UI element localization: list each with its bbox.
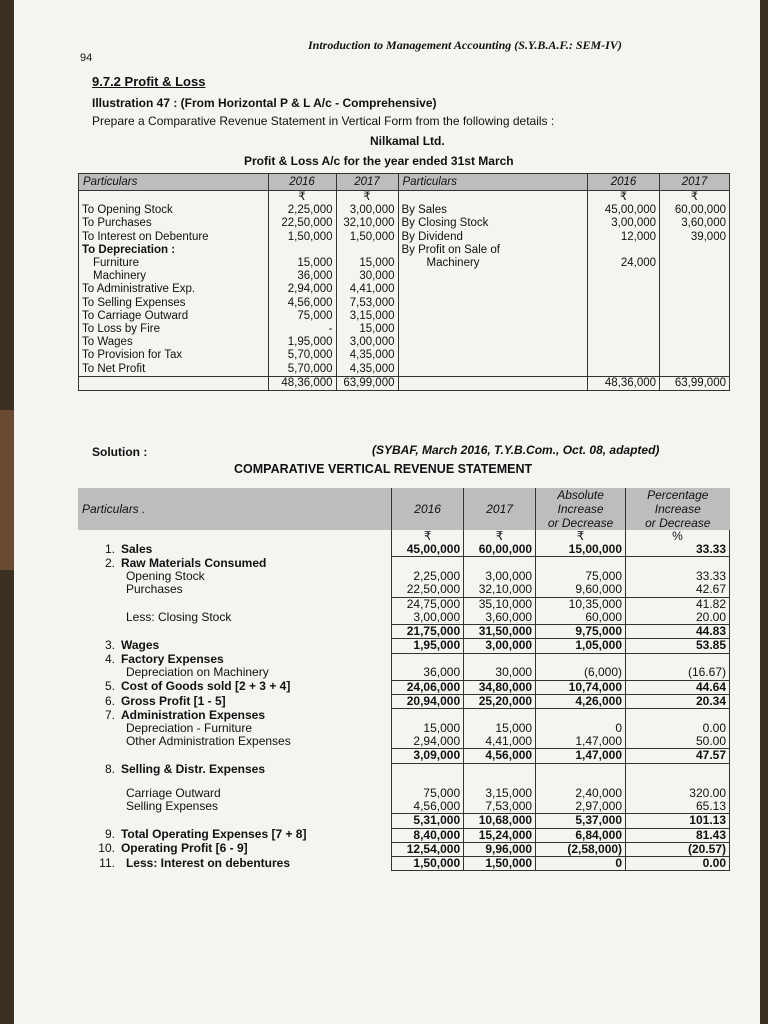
- row-label: Factory Expenses: [120, 652, 224, 667]
- value-2016: 24,06,000: [392, 680, 464, 694]
- statement-row: [78, 842, 730, 856]
- pl-row: [79, 336, 730, 349]
- pl-credit-2017: [660, 283, 730, 296]
- pl-debit-label: To Purchases: [82, 217, 152, 230]
- value-2016: 3,09,000: [392, 749, 464, 763]
- pl-debit-2016: 2,94,000: [268, 283, 336, 296]
- value-2017: 34,80,000: [464, 680, 536, 694]
- pl-credit-2017: [660, 297, 730, 310]
- row-number: 6.: [104, 693, 115, 708]
- statement-row: [78, 749, 730, 763]
- pl-header-2017: 2017: [336, 174, 398, 191]
- pl-debit-label: To Selling Expenses: [82, 296, 186, 309]
- absolute-change: [536, 709, 626, 722]
- value-2016: 12,54,000: [392, 842, 464, 856]
- pl-credit-2016: [588, 297, 660, 310]
- pl-total-credit-2017: 63,99,000: [660, 376, 730, 390]
- pl-credit-2016: [588, 323, 660, 336]
- row-number: 2.: [104, 555, 115, 570]
- pl-row: [79, 323, 730, 336]
- row-label: [118, 625, 392, 639]
- percentage-change: [626, 709, 730, 722]
- pl-credit-label: [398, 297, 588, 310]
- pl-credit-2017: 39,000: [660, 231, 730, 244]
- pl-row: [79, 363, 730, 377]
- value-2017: 15,000: [464, 722, 536, 735]
- absolute-change: 15,00,000: [536, 543, 626, 557]
- row-label: Administration Expenses: [120, 707, 266, 722]
- value-2016: 1,50,000: [392, 857, 464, 871]
- pl-debit-2016: 1,50,000: [268, 231, 336, 244]
- pl-credit-2016: 45,00,000: [588, 204, 660, 217]
- value-2016: 15,000: [392, 722, 464, 735]
- value-2016: 45,00,000: [392, 543, 464, 557]
- pl-debit-2017: [336, 244, 398, 257]
- pl-debit-2016: [268, 244, 336, 257]
- pl-credit-label: By Profit on Sale of: [398, 244, 588, 257]
- pl-debit-label: To Net Profit: [82, 362, 146, 375]
- running-header: Introduction to Management Accounting (S.Y.B.A.F.: SEM-IV): [308, 38, 622, 52]
- row-label: [118, 597, 392, 611]
- percentage-change: 47.57: [626, 749, 730, 763]
- percentage-change: [626, 763, 730, 787]
- pl-credit-2017: [660, 244, 730, 257]
- row-label: Selling & Distr. Expenses: [120, 762, 266, 777]
- pl-debit-2017: 30,000: [336, 270, 398, 283]
- pl-debit-label: Machinery: [93, 270, 147, 283]
- cs-header-absolute-line2: Increase: [557, 502, 604, 516]
- pl-credit-2017: [660, 323, 730, 336]
- pl-header-2016-credit: 2016: [588, 174, 660, 191]
- pl-row: [79, 257, 730, 270]
- cs-header-percentage-line3: or Decrease: [645, 516, 711, 530]
- pl-debit-2017: 3,00,000: [336, 336, 398, 349]
- pl-account-table: [78, 173, 730, 391]
- value-2016: 21,75,000: [392, 625, 464, 639]
- pl-header-2016: 2016: [268, 174, 336, 191]
- statement-row: [78, 814, 730, 828]
- row-number: [78, 735, 118, 749]
- absolute-change: (6,000): [536, 666, 626, 680]
- absolute-change: 5,37,000: [536, 814, 626, 828]
- solution-source: (SYBAF, March 2016, T.Y.B.Com., Oct. 08, adapted): [372, 443, 660, 457]
- value-2017: 15,24,000: [464, 828, 536, 842]
- row-number: 9.: [104, 827, 115, 842]
- cs-header-particulars: Particulars .: [78, 488, 392, 530]
- statement-row: [78, 735, 730, 749]
- row-label: Operating Profit [6 - 9]: [120, 841, 248, 856]
- pl-row: [79, 217, 730, 230]
- pl-credit-2016: [588, 270, 660, 283]
- rupee-symbol: ₹: [536, 530, 626, 543]
- section-title: 9.7.2 Profit & Loss: [92, 74, 206, 89]
- pl-credit-label: Machinery: [398, 257, 588, 270]
- row-number: [78, 722, 118, 735]
- pl-debit-2017: 15,000: [336, 257, 398, 270]
- row-label: Depreciation - Furniture: [125, 720, 253, 735]
- cs-header-percentage-line2: Increase: [654, 502, 701, 516]
- percentage-change: 0.00: [626, 857, 730, 871]
- row-label: Sales: [120, 542, 153, 557]
- pl-debit-label: To Provision for Tax: [82, 349, 183, 362]
- statement-row: [78, 709, 730, 722]
- pl-credit-2016: [588, 310, 660, 323]
- cs-header-absolute-line1: Absolute: [557, 488, 604, 502]
- value-2017: 1,50,000: [464, 857, 536, 871]
- percentage-change: 44.83: [626, 625, 730, 639]
- absolute-change: [536, 763, 626, 787]
- pl-debit-2017: 4,35,000: [336, 363, 398, 377]
- pl-debit-2017: 1,50,000: [336, 231, 398, 244]
- solution-label: Solution :: [92, 445, 148, 459]
- company-name: Nilkamal Ltd.: [370, 134, 445, 148]
- percentage-change: 44.64: [626, 680, 730, 694]
- cs-header-percentage: [626, 488, 730, 530]
- pl-credit-label: [398, 270, 588, 283]
- absolute-change: 0: [536, 722, 626, 735]
- statement-row: [78, 583, 730, 597]
- percentage-change: 33.33: [626, 543, 730, 557]
- percentage-change: 65.13: [626, 800, 730, 814]
- row-label: Raw Materials Consumed: [120, 555, 267, 570]
- pl-debit-2017: 32,10,000: [336, 217, 398, 230]
- pl-credit-2017: 3,60,000: [660, 217, 730, 230]
- absolute-change: 60,000: [536, 611, 626, 625]
- percentage-change: 320.00: [626, 787, 730, 800]
- illustration-title: Illustration 47 : (From Horizontal P & L A/c - Comprehensive): [92, 96, 437, 110]
- statement-row: [78, 763, 730, 787]
- value-2016: 8,40,000: [392, 828, 464, 842]
- value-2016: 22,50,000: [392, 583, 464, 597]
- pl-row: [79, 283, 730, 296]
- page-number: 94: [80, 52, 93, 64]
- row-label: Cost of Goods sold [2 + 3 + 4]: [120, 679, 291, 694]
- absolute-change: 0: [536, 857, 626, 871]
- absolute-change: 9,60,000: [536, 583, 626, 597]
- absolute-change: 1,47,000: [536, 735, 626, 749]
- pl-row: [79, 310, 730, 323]
- value-2016: 5,31,000: [392, 814, 464, 828]
- rupee-symbol: ₹: [392, 530, 464, 543]
- row-label: [118, 749, 392, 763]
- row-number: 8.: [104, 762, 115, 777]
- absolute-change: 75,000: [536, 570, 626, 583]
- pl-credit-2016: 24,000: [588, 257, 660, 270]
- percentage-change: (16.67): [626, 666, 730, 680]
- percentage-change: 20.00: [626, 611, 730, 625]
- pl-debit-2017: 7,53,000: [336, 297, 398, 310]
- pl-credit-label: [398, 323, 588, 336]
- pl-debit-2016: 4,56,000: [268, 297, 336, 310]
- pl-totals-row: [79, 376, 730, 390]
- pl-debit-2016: 36,000: [268, 270, 336, 283]
- row-number: [78, 800, 118, 814]
- pl-debit-label: To Administrative Exp.: [82, 283, 196, 296]
- pl-credit-label: [398, 363, 588, 377]
- value-2017: 30,000: [464, 666, 536, 680]
- pl-total-credit-label: [398, 376, 588, 390]
- pl-credit-label: [398, 349, 588, 362]
- pl-row: [79, 270, 730, 283]
- value-2017: [464, 763, 536, 787]
- row-number: 5.: [104, 679, 115, 694]
- value-2016: 20,94,000: [392, 695, 464, 709]
- row-number: 1.: [104, 542, 115, 557]
- pl-debit-2017: 4,35,000: [336, 349, 398, 362]
- pl-header-particulars: Particulars: [79, 174, 269, 191]
- pl-credit-label: [398, 283, 588, 296]
- statement-row: [78, 611, 730, 625]
- value-2016: [392, 709, 464, 722]
- pl-header-particulars-credit: Particulars: [398, 174, 588, 191]
- absolute-change: (2,58,000): [536, 842, 626, 856]
- pl-debit-2016: 15,000: [268, 257, 336, 270]
- pl-credit-label: [398, 336, 588, 349]
- percentage-change: 53.85: [626, 639, 730, 653]
- percentage-change: 0.00: [626, 722, 730, 735]
- cs-header-2016: 2016: [392, 488, 464, 530]
- statement-row: [78, 666, 730, 680]
- percentage-change: 42.67: [626, 583, 730, 597]
- rupee-symbol: ₹: [336, 191, 398, 205]
- row-number: 3.: [104, 637, 115, 652]
- cs-header-absolute: [536, 488, 626, 530]
- absolute-change: 6,84,000: [536, 828, 626, 842]
- percentage-change: 50.00: [626, 735, 730, 749]
- value-2016: 24,75,000: [392, 597, 464, 611]
- pl-debit-2016: 2,25,000: [268, 204, 336, 217]
- pl-row: [79, 204, 730, 217]
- pl-credit-2016: [588, 283, 660, 296]
- value-2017: 3,60,000: [464, 611, 536, 625]
- cs-header-absolute-line3: or Decrease: [547, 516, 614, 530]
- value-2016: 1,95,000: [392, 639, 464, 653]
- pl-credit-label: By Sales: [398, 204, 588, 217]
- comparative-statement-table: [78, 488, 730, 871]
- pl-debit-2016: 5,70,000: [268, 363, 336, 377]
- value-2017: 3,00,000: [464, 570, 536, 583]
- pl-debit-label: Furniture: [93, 257, 140, 270]
- row-number: [78, 583, 118, 597]
- pl-debit-2017: 3,15,000: [336, 310, 398, 323]
- row-number: 10.: [98, 841, 115, 856]
- row-label: Carriage Outward: [125, 786, 221, 801]
- absolute-change: 2,40,000: [536, 787, 626, 800]
- value-2016: [392, 763, 464, 787]
- statement-row: [78, 597, 730, 611]
- absolute-change: 1,05,000: [536, 639, 626, 653]
- statement-title: COMPARATIVE VERTICAL REVENUE STATEMENT: [234, 462, 533, 476]
- value-2017: 32,10,000: [464, 583, 536, 597]
- pl-debit-2016: 75,000: [268, 310, 336, 323]
- value-2016: 36,000: [392, 666, 464, 680]
- row-number: [78, 625, 118, 639]
- pl-total-debit-label: [79, 376, 269, 390]
- pl-credit-2016: [588, 244, 660, 257]
- row-number: 11.: [99, 855, 115, 870]
- absolute-change: 1,47,000: [536, 749, 626, 763]
- row-label: Opening Stock: [125, 569, 205, 584]
- value-2016: 2,94,000: [392, 735, 464, 749]
- row-label: Less: Interest on debentures: [125, 855, 291, 870]
- pl-debit-2016: 5,70,000: [268, 349, 336, 362]
- row-label: Depreciation on Machinery: [125, 665, 269, 680]
- pl-credit-label: By Closing Stock: [398, 217, 588, 230]
- pl-credit-2017: [660, 349, 730, 362]
- row-label: [118, 814, 392, 828]
- pl-credit-2016: 3,00,000: [588, 217, 660, 230]
- pl-credit-2016: [588, 349, 660, 362]
- absolute-change: 10,35,000: [536, 597, 626, 611]
- pl-debit-label: To Carriage Outward: [82, 309, 189, 322]
- value-2017: 25,20,000: [464, 695, 536, 709]
- statement-row: [78, 680, 730, 694]
- percentage-change: 101.13: [626, 814, 730, 828]
- pl-credit-2017: [660, 310, 730, 323]
- cs-header-2017: 2017: [464, 488, 536, 530]
- pl-credit-2017: [660, 363, 730, 377]
- rupee-symbol: ₹: [464, 530, 536, 543]
- value-2017: 3,15,000: [464, 787, 536, 800]
- percentage-change: (20.57): [626, 842, 730, 856]
- rupee-symbol: ₹: [660, 191, 730, 205]
- value-2017: 3,00,000: [464, 639, 536, 653]
- pl-total-debit-2017: 63,99,000: [336, 376, 398, 390]
- row-number: [78, 611, 118, 625]
- pl-debit-label: To Interest on Debenture: [82, 230, 209, 243]
- statement-row: [78, 828, 730, 842]
- row-number: [78, 814, 118, 828]
- row-label: Gross Profit [1 - 5]: [120, 693, 226, 708]
- pl-debit-2016: -: [268, 323, 336, 336]
- row-number: [78, 749, 118, 763]
- row-label: Selling Expenses: [125, 799, 219, 814]
- rupee-symbol: ₹: [268, 191, 336, 205]
- row-label: Purchases: [125, 582, 183, 597]
- pl-row: [79, 231, 730, 244]
- pl-credit-label: [398, 310, 588, 323]
- row-number: [78, 597, 118, 611]
- row-number: 7.: [104, 707, 115, 722]
- pl-debit-label: To Opening Stock: [82, 204, 173, 217]
- pl-debit-2017: 3,00,000: [336, 204, 398, 217]
- pl-credit-2017: [660, 257, 730, 270]
- pl-title: Profit & Loss A/c for the year ended 31st March: [244, 154, 514, 168]
- pl-debit-2016: 22,50,000: [268, 217, 336, 230]
- value-2017: 31,50,000: [464, 625, 536, 639]
- value-2017: [464, 709, 536, 722]
- percentage-change: 33.33: [626, 570, 730, 583]
- value-2017: 10,68,000: [464, 814, 536, 828]
- percentage-change: 41.82: [626, 597, 730, 611]
- pl-debit-2017: 4,41,000: [336, 283, 398, 296]
- pl-total-credit-2016: 48,36,000: [588, 376, 660, 390]
- row-label: Other Administration Expenses: [125, 734, 291, 749]
- absolute-change: 9,75,000: [536, 625, 626, 639]
- row-number: [78, 666, 118, 680]
- percentage-change: 81.43: [626, 828, 730, 842]
- pl-debit-label: To Loss by Fire: [82, 323, 160, 336]
- rupee-symbol: ₹: [588, 191, 660, 205]
- row-label: Less: Closing Stock: [125, 610, 232, 625]
- pl-credit-2017: [660, 270, 730, 283]
- pl-total-debit-2016: 48,36,000: [268, 376, 336, 390]
- pl-row: [79, 297, 730, 310]
- value-2017: 4,41,000: [464, 735, 536, 749]
- row-number: 4.: [104, 652, 115, 667]
- percentage-change: 20.34: [626, 695, 730, 709]
- pl-credit-2016: [588, 336, 660, 349]
- pl-credit-2016: [588, 363, 660, 377]
- statement-row: [78, 857, 730, 871]
- statement-row: [78, 543, 730, 557]
- statement-row: [78, 695, 730, 709]
- value-2017: 60,00,000: [464, 543, 536, 557]
- pl-credit-2016: 12,000: [588, 231, 660, 244]
- value-2017: 7,53,000: [464, 800, 536, 814]
- statement-row: [78, 639, 730, 653]
- value-2016: 3,00,000: [392, 611, 464, 625]
- pl-debit-label: To Depreciation :: [82, 243, 176, 256]
- pl-debit-label: To Wages: [82, 336, 133, 349]
- pl-header-2017-credit: 2017: [660, 174, 730, 191]
- pl-row: [79, 244, 730, 257]
- instruction-text: Prepare a Comparative Revenue Statement in Vertical Form from the following details :: [92, 114, 555, 128]
- pl-debit-2017: 15,000: [336, 323, 398, 336]
- row-number: [78, 570, 118, 583]
- absolute-change: 4,26,000: [536, 695, 626, 709]
- absolute-change: 2,97,000: [536, 800, 626, 814]
- row-number: [78, 787, 118, 800]
- value-2017: 9,96,000: [464, 842, 536, 856]
- statement-row: [78, 625, 730, 639]
- row-label: Total Operating Expenses [7 + 8]: [120, 827, 307, 842]
- pl-credit-label: By Dividend: [398, 231, 588, 244]
- absolute-change: 10,74,000: [536, 680, 626, 694]
- pl-credit-2017: 60,00,000: [660, 204, 730, 217]
- pl-row: [79, 349, 730, 362]
- value-2017: 35,10,000: [464, 597, 536, 611]
- cs-header-percentage-line1: Percentage: [647, 488, 709, 502]
- value-2016: 2,25,000: [392, 570, 464, 583]
- value-2016: 75,000: [392, 787, 464, 800]
- value-2016: 4,56,000: [392, 800, 464, 814]
- value-2017: 4,56,000: [464, 749, 536, 763]
- statement-row: [78, 800, 730, 814]
- pl-credit-2017: [660, 336, 730, 349]
- percent-symbol: %: [626, 530, 730, 543]
- pl-debit-2016: 1,95,000: [268, 336, 336, 349]
- row-label: Wages: [120, 637, 160, 652]
